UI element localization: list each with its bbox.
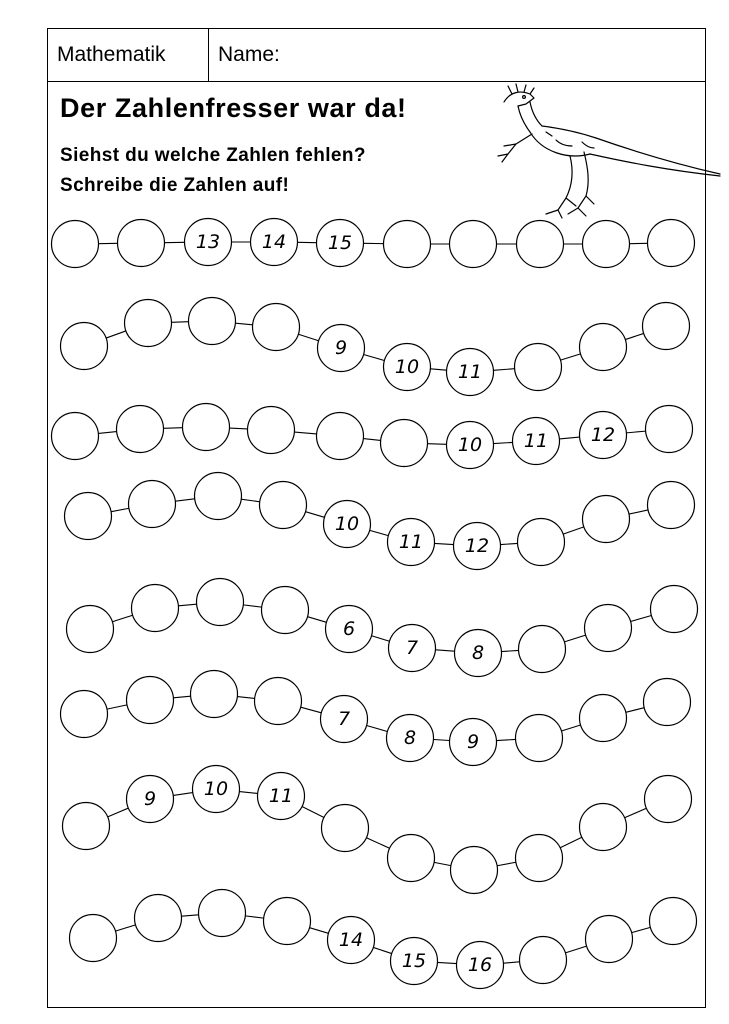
bead-circle bbox=[648, 482, 695, 529]
number-bead[interactable] bbox=[585, 605, 632, 652]
bead-circle bbox=[516, 835, 563, 882]
bead-number: 8 bbox=[403, 727, 417, 749]
bead-circle bbox=[52, 221, 99, 268]
number-bead[interactable] bbox=[580, 412, 627, 459]
bead-number: 11 bbox=[398, 531, 424, 553]
number-bead[interactable] bbox=[454, 523, 501, 570]
bead-number: 9 bbox=[466, 731, 480, 753]
number-chain-row-1 bbox=[52, 219, 695, 268]
chain-connector bbox=[173, 696, 190, 698]
bead-circle bbox=[70, 915, 117, 962]
number-bead[interactable] bbox=[65, 493, 112, 540]
chain-connector bbox=[364, 355, 385, 361]
number-bead[interactable] bbox=[389, 625, 436, 672]
chain-connector bbox=[181, 915, 198, 916]
number-bead[interactable] bbox=[520, 937, 567, 984]
bead-number: 11 bbox=[268, 785, 294, 807]
bead-circle bbox=[61, 323, 108, 370]
bead-circle bbox=[517, 221, 564, 268]
number-bead[interactable] bbox=[643, 303, 690, 350]
chain-connector bbox=[178, 604, 196, 606]
bead-number: 9 bbox=[143, 788, 157, 810]
number-bead[interactable] bbox=[63, 803, 110, 850]
bead-circle bbox=[199, 890, 246, 937]
number-bead[interactable] bbox=[447, 349, 494, 396]
chain-connector bbox=[629, 510, 648, 514]
number-bead[interactable] bbox=[197, 579, 244, 626]
number-chain-row-3 bbox=[52, 404, 693, 469]
number-bead[interactable] bbox=[517, 221, 564, 268]
bead-number: 10 bbox=[334, 513, 360, 535]
chain-connector bbox=[433, 739, 449, 740]
chain-connector bbox=[173, 793, 193, 796]
chain-connector bbox=[163, 428, 182, 429]
number-bead[interactable] bbox=[644, 679, 691, 726]
chain-connector bbox=[561, 725, 580, 731]
number-bead[interactable] bbox=[583, 221, 630, 268]
chain-connector bbox=[371, 636, 389, 641]
number-chain-row-2 bbox=[61, 298, 690, 396]
number-bead[interactable] bbox=[457, 942, 504, 989]
number-bead[interactable] bbox=[52, 413, 99, 460]
bead-circle bbox=[648, 220, 695, 267]
chain-connector bbox=[237, 697, 254, 699]
number-bead[interactable] bbox=[251, 219, 298, 266]
bead-circle bbox=[644, 679, 691, 726]
bead-number: 10 bbox=[394, 356, 420, 378]
bead-circle bbox=[388, 835, 435, 882]
number-bead[interactable] bbox=[67, 606, 114, 653]
chain-connector bbox=[98, 432, 116, 434]
chain-connector bbox=[563, 527, 584, 534]
bead-number: 13 bbox=[195, 231, 221, 253]
number-bead[interactable] bbox=[648, 220, 695, 267]
bead-circle bbox=[519, 626, 566, 673]
chain-connector bbox=[430, 369, 446, 370]
chain-connector bbox=[366, 838, 389, 849]
bead-circle bbox=[135, 895, 182, 942]
chain-connector bbox=[239, 792, 257, 794]
number-bead[interactable] bbox=[580, 804, 627, 851]
chain-connector bbox=[175, 499, 194, 501]
chain-connector bbox=[241, 499, 259, 502]
chain-connector bbox=[115, 925, 135, 931]
number-bead[interactable] bbox=[519, 626, 566, 673]
bead-number: 11 bbox=[523, 430, 549, 452]
bead-number: 15 bbox=[401, 950, 427, 972]
number-bead[interactable] bbox=[384, 221, 431, 268]
bead-circle bbox=[52, 413, 99, 460]
bead-circle bbox=[129, 481, 176, 528]
bead-circle bbox=[63, 803, 110, 850]
chain-connector bbox=[626, 708, 644, 713]
bead-circle bbox=[583, 221, 630, 268]
number-chain-row-6 bbox=[61, 671, 691, 766]
number-bead[interactable] bbox=[326, 606, 373, 653]
chain-connector bbox=[112, 615, 132, 622]
chain-connector bbox=[301, 707, 322, 713]
number-bead[interactable] bbox=[328, 917, 375, 964]
bead-circle bbox=[125, 300, 172, 347]
chain-connector bbox=[626, 431, 645, 433]
bead-number: 11 bbox=[457, 361, 483, 383]
bead-circle bbox=[450, 221, 497, 268]
chain-connector bbox=[310, 928, 329, 934]
bead-number: 7 bbox=[405, 637, 419, 659]
bead-number: 14 bbox=[261, 231, 287, 253]
chain-connector bbox=[363, 439, 380, 441]
bead-circle bbox=[264, 898, 311, 945]
bead-number: 8 bbox=[471, 642, 485, 664]
number-bead[interactable] bbox=[388, 835, 435, 882]
bead-number: 14 bbox=[338, 929, 364, 951]
bead-circle bbox=[580, 695, 627, 742]
chain-connector bbox=[111, 508, 129, 511]
chain-connector bbox=[243, 605, 261, 607]
number-bead[interactable] bbox=[185, 219, 232, 266]
number-bead[interactable] bbox=[132, 585, 179, 632]
number-bead[interactable] bbox=[183, 404, 230, 451]
instruction-line-2: Schreibe die Zahlen auf! bbox=[60, 175, 290, 196]
chain-connector bbox=[503, 962, 519, 963]
bead-circle bbox=[516, 715, 563, 762]
bead-circle bbox=[197, 579, 244, 626]
number-bead[interactable] bbox=[518, 519, 565, 566]
bead-circle bbox=[262, 587, 309, 634]
chain-connector bbox=[306, 512, 325, 518]
bead-circle bbox=[191, 671, 238, 718]
bead-circle bbox=[518, 519, 565, 566]
chain-connector bbox=[302, 807, 324, 818]
chain-connector bbox=[435, 650, 454, 651]
name-label: Name: bbox=[218, 43, 280, 66]
number-bead[interactable] bbox=[258, 773, 305, 820]
number-bead[interactable] bbox=[191, 671, 238, 718]
bead-circle bbox=[195, 473, 242, 520]
number-bead[interactable] bbox=[61, 691, 108, 738]
chain-connector bbox=[493, 442, 512, 443]
chain-connector bbox=[564, 635, 585, 642]
number-bead[interactable] bbox=[199, 890, 246, 937]
number-bead[interactable] bbox=[650, 898, 697, 945]
bead-number: 10 bbox=[457, 434, 483, 456]
bead-circle bbox=[65, 493, 112, 540]
number-bead[interactable] bbox=[583, 496, 630, 543]
number-bead[interactable] bbox=[384, 344, 431, 391]
chain-connector bbox=[298, 334, 318, 341]
bead-circle bbox=[586, 916, 633, 963]
number-bead[interactable] bbox=[450, 719, 497, 766]
bead-circle bbox=[646, 406, 693, 453]
number-bead[interactable] bbox=[513, 418, 560, 465]
number-chain-row-5 bbox=[67, 579, 698, 677]
chain-connector bbox=[631, 616, 652, 622]
number-bead[interactable] bbox=[387, 715, 434, 762]
instruction-line-1: Siehst du welche Zahlen fehlen? bbox=[60, 145, 366, 166]
number-bead[interactable] bbox=[264, 898, 311, 945]
bead-number: 6 bbox=[342, 618, 356, 640]
bead-circle bbox=[118, 220, 165, 267]
chain-connector bbox=[107, 705, 127, 709]
bead-circle bbox=[643, 303, 690, 350]
chain-connector bbox=[373, 947, 391, 953]
bead-number: 10 bbox=[203, 778, 229, 800]
bead-number: 12 bbox=[464, 535, 490, 557]
number-bead[interactable] bbox=[451, 847, 498, 894]
number-bead[interactable] bbox=[648, 482, 695, 529]
number-bead[interactable] bbox=[189, 298, 236, 345]
bead-circle bbox=[67, 606, 114, 653]
bead-circle bbox=[253, 304, 300, 351]
number-bead[interactable] bbox=[61, 323, 108, 370]
bead-circle bbox=[381, 420, 428, 467]
bead-circle bbox=[132, 585, 179, 632]
bead-circle bbox=[583, 496, 630, 543]
number-bead[interactable] bbox=[255, 678, 302, 725]
bead-circle bbox=[117, 406, 164, 453]
number-bead[interactable] bbox=[127, 776, 174, 823]
bead-circle bbox=[322, 805, 369, 852]
number-bead[interactable] bbox=[580, 324, 627, 371]
number-bead[interactable] bbox=[117, 406, 164, 453]
number-bead[interactable] bbox=[455, 630, 502, 677]
chain-connector bbox=[427, 444, 446, 445]
number-bead[interactable] bbox=[260, 482, 307, 529]
chain-connector bbox=[493, 369, 514, 371]
bead-circle bbox=[580, 804, 627, 851]
worksheet-title: Der Zahlenfresser war da! bbox=[60, 93, 407, 123]
number-bead[interactable] bbox=[515, 344, 562, 391]
bead-number: 16 bbox=[467, 954, 493, 976]
number-bead[interactable] bbox=[388, 519, 435, 566]
number-bead[interactable] bbox=[127, 677, 174, 724]
chain-connector bbox=[434, 543, 453, 544]
number-bead[interactable] bbox=[516, 715, 563, 762]
number-bead[interactable] bbox=[262, 587, 309, 634]
bead-circle bbox=[515, 344, 562, 391]
bead-circle bbox=[451, 847, 498, 894]
bead-circle bbox=[650, 898, 697, 945]
chain-connector bbox=[625, 808, 647, 817]
chain-connector bbox=[560, 354, 580, 360]
chain-connector bbox=[560, 837, 582, 848]
number-bead[interactable] bbox=[118, 220, 165, 267]
subject-label: Mathematik bbox=[48, 29, 209, 81]
number-bead[interactable] bbox=[391, 938, 438, 985]
bead-circle bbox=[255, 678, 302, 725]
chain-connector bbox=[229, 428, 247, 429]
number-bead[interactable] bbox=[248, 407, 295, 454]
number-bead[interactable] bbox=[317, 413, 364, 460]
number-bead[interactable] bbox=[253, 304, 300, 351]
number-bead[interactable] bbox=[447, 422, 494, 469]
bead-circle bbox=[317, 413, 364, 460]
chain-connector bbox=[106, 331, 126, 338]
bead-circle bbox=[580, 324, 627, 371]
chain-connector bbox=[308, 617, 327, 623]
number-bead[interactable] bbox=[450, 221, 497, 268]
chain-connector bbox=[108, 808, 129, 817]
number-bead[interactable] bbox=[321, 696, 368, 743]
bead-circle bbox=[189, 298, 236, 345]
chain-connector bbox=[500, 543, 517, 544]
bead-circle bbox=[651, 586, 698, 633]
number-bead[interactable] bbox=[70, 915, 117, 962]
number-bead[interactable] bbox=[317, 220, 364, 267]
number-bead[interactable] bbox=[125, 300, 172, 347]
number-bead[interactable] bbox=[580, 695, 627, 742]
bead-circle bbox=[127, 677, 174, 724]
chain-connector bbox=[235, 323, 252, 325]
bead-circle bbox=[585, 605, 632, 652]
number-bead[interactable] bbox=[381, 420, 428, 467]
bead-number: 9 bbox=[334, 337, 348, 359]
bead-circle bbox=[520, 937, 567, 984]
chain-connector bbox=[501, 650, 518, 651]
bead-circle bbox=[260, 482, 307, 529]
bead-circle bbox=[645, 776, 692, 823]
chain-connector bbox=[245, 916, 263, 918]
number-chain-row-4 bbox=[65, 473, 695, 570]
number-chain-row-7 bbox=[63, 766, 692, 894]
chain-connector bbox=[370, 530, 389, 535]
chain-connector bbox=[497, 862, 516, 865]
bead-number: 12 bbox=[590, 424, 616, 446]
number-bead[interactable] bbox=[318, 325, 365, 372]
chain-connector bbox=[437, 962, 456, 963]
chain-connector bbox=[496, 739, 515, 740]
bead-circle bbox=[248, 407, 295, 454]
bead-number: 15 bbox=[327, 232, 353, 254]
bead-circle bbox=[61, 691, 108, 738]
number-bead[interactable] bbox=[516, 835, 563, 882]
number-bead[interactable] bbox=[322, 805, 369, 852]
number-bead[interactable] bbox=[651, 586, 698, 633]
chain-connector bbox=[367, 726, 388, 732]
number-bead[interactable] bbox=[195, 473, 242, 520]
number-bead[interactable] bbox=[129, 481, 176, 528]
chain-connector bbox=[294, 432, 316, 434]
number-bead[interactable] bbox=[324, 501, 371, 548]
bead-circle bbox=[183, 404, 230, 451]
chain-connector bbox=[434, 862, 451, 865]
number-bead[interactable] bbox=[135, 895, 182, 942]
chain-connector bbox=[565, 946, 586, 953]
number-bead[interactable] bbox=[645, 776, 692, 823]
number-bead[interactable] bbox=[586, 916, 633, 963]
chain-connector bbox=[171, 322, 188, 323]
chain-connector bbox=[632, 927, 651, 932]
number-bead[interactable] bbox=[52, 221, 99, 268]
chain-connector bbox=[625, 333, 643, 339]
bead-circle bbox=[384, 221, 431, 268]
chain-connector bbox=[559, 437, 579, 439]
number-chain-row-8 bbox=[70, 890, 697, 989]
bead-number: 7 bbox=[337, 708, 351, 730]
number-bead[interactable] bbox=[646, 406, 693, 453]
number-bead[interactable] bbox=[193, 766, 240, 813]
